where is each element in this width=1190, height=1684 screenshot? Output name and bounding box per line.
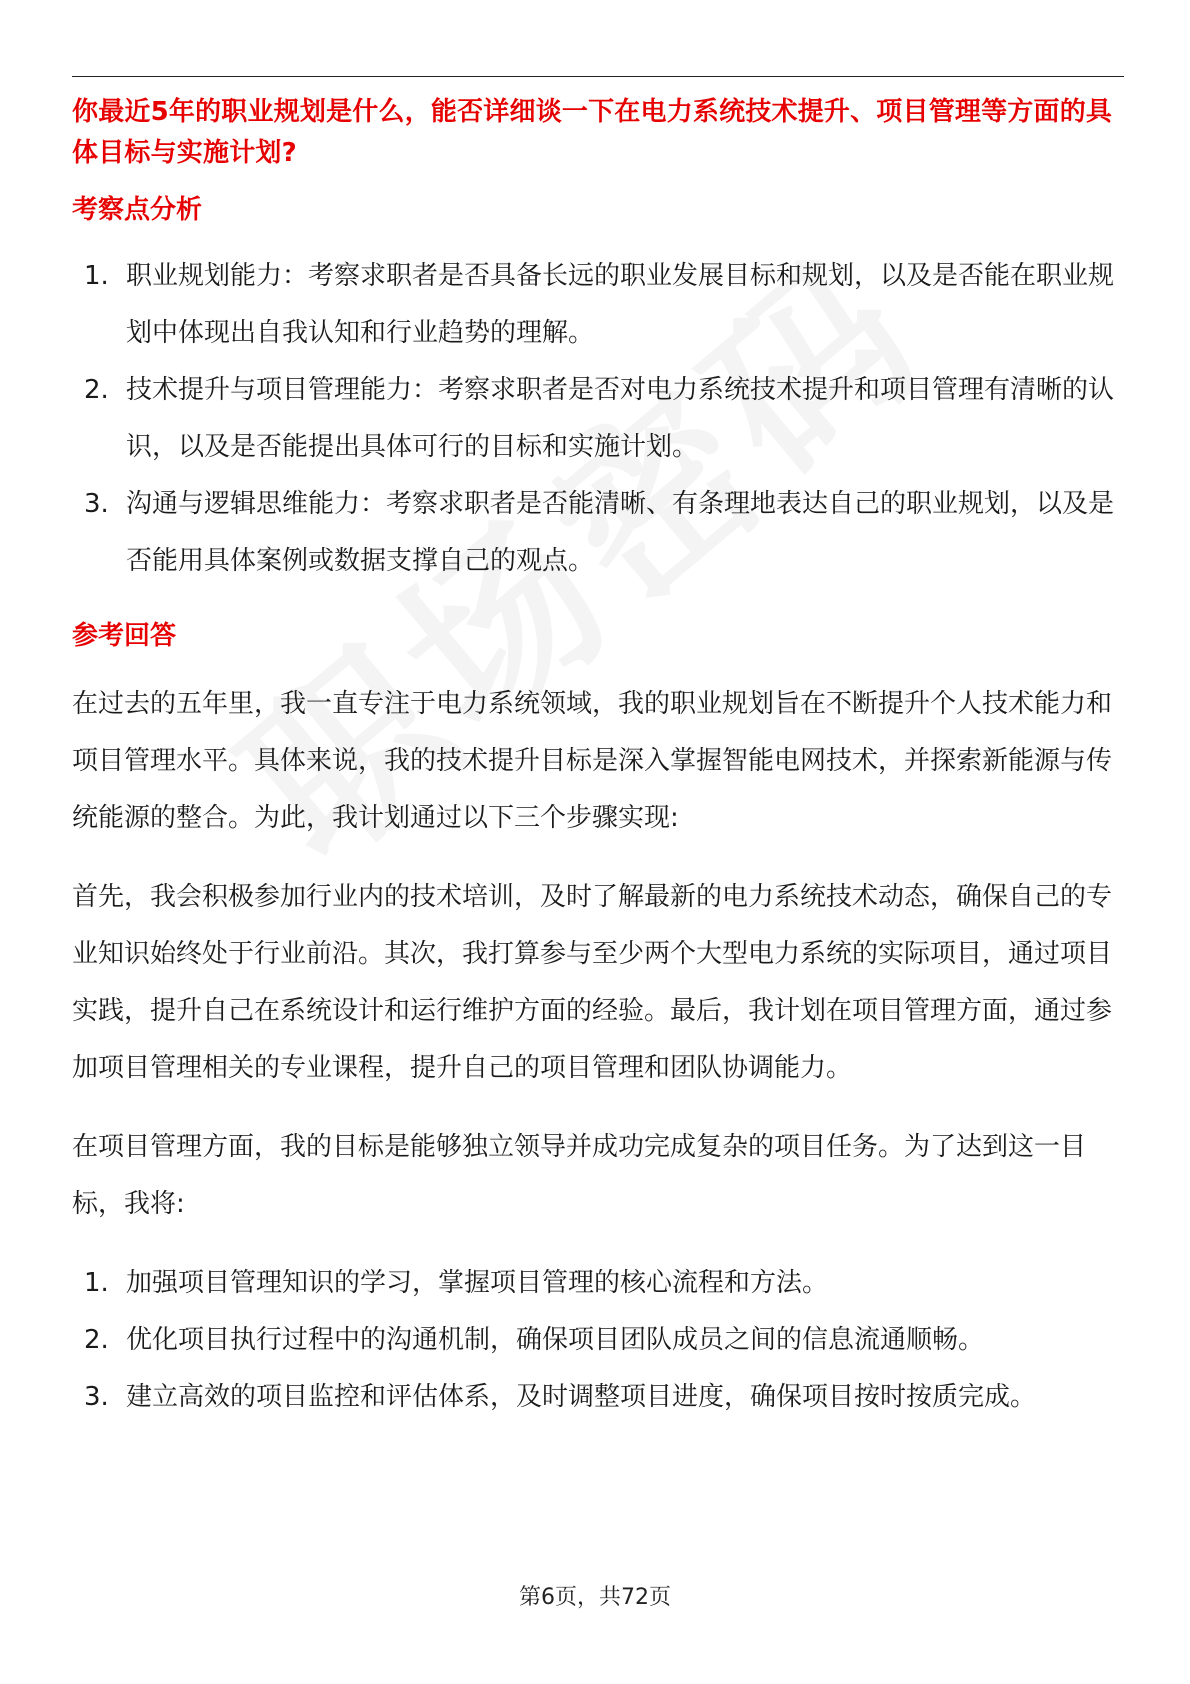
- list-item-number: 1.: [84, 261, 109, 291]
- list-item-number: 2.: [84, 1325, 109, 1355]
- list-item-text: 沟通与逻辑思维能力：考察求职者是否能清晰、有条理地表达自己的职业规划，以及是否能用具体案例或数据支撑自己的观点。: [126, 489, 1115, 576]
- list-item-number: 3.: [84, 489, 109, 519]
- analysis-list: [72, 248, 1124, 590]
- list-item: [72, 362, 1124, 476]
- list-item-text: 加强项目管理知识的学习，掌握项目管理的核心流程和方法。: [126, 1268, 829, 1298]
- plan-list: [72, 1255, 1124, 1426]
- list-item-text: 建立高效的项目监控和评估体系，及时调整项目进度，确保项目按时按质完成。: [126, 1382, 1037, 1412]
- list-item: [72, 248, 1124, 362]
- answer-paragraph: 在项目管理方面，我的目标是能够独立领导并成功完成复杂的项目任务。为了达到这一目标，我将:: [72, 1132, 1087, 1219]
- page-content: [72, 92, 1124, 1426]
- list-item-number: 2.: [84, 375, 109, 405]
- list-item-text: 职业规划能力：考察求职者是否具备长远的职业发展目标和规划，以及是否能在职业规划中体现出自我认知和行业趋势的理解。: [126, 261, 1115, 348]
- list-item-number: 3.: [84, 1382, 109, 1412]
- list-item-number: 1.: [84, 1268, 109, 1298]
- answer-paragraph: 首先，我会积极参加行业内的技术培训，及时了解最新的电力系统技术动态，确保自己的专业知识始终处于行业前沿。其次，我打算参与至少两个大型电力系统的实际项目，通过项目实践，提升自己在系统设计和运行维护方面的经验。最后，我计划在项目管理方面，通过参加项目管理相关的专业课程，提升自己的项目管理和团队协调能力。: [72, 882, 1113, 1083]
- answer-paragraph: 在过去的五年里，我一直专注于电力系统领域，我的职业规划旨在不断提升个人技术能力和项目管理水平。具体来说，我的技术提升目标是深入掌握智能电网技术，并探索新能源与传统能源的整合。为此，我计划通过以下三个步骤实现:: [72, 689, 1113, 833]
- page-footer: 第6页，共72页: [519, 1585, 671, 1610]
- answer-heading: 参考回答: [72, 621, 177, 651]
- list-item: [72, 1255, 1124, 1312]
- list-item-text: 技术提升与项目管理能力：考察求职者是否对电力系统技术提升和项目管理有清晰的认识，以及是否能提出具体可行的目标和实施计划。: [126, 375, 1115, 462]
- top-divider: [72, 76, 1124, 77]
- list-item: [72, 1369, 1124, 1426]
- question-title: 你最近5年的职业规划是什么，能否详细谈一下在电力系统技术提升、项目管理等方面的具体目标与实施计划?: [72, 97, 1113, 168]
- list-item: [72, 476, 1124, 590]
- list-item-text: 优化项目执行过程中的沟通机制，确保项目团队成员之间的信息流通顺畅。: [126, 1325, 985, 1355]
- list-item: [72, 1312, 1124, 1369]
- analysis-heading: 考察点分析: [72, 195, 203, 225]
